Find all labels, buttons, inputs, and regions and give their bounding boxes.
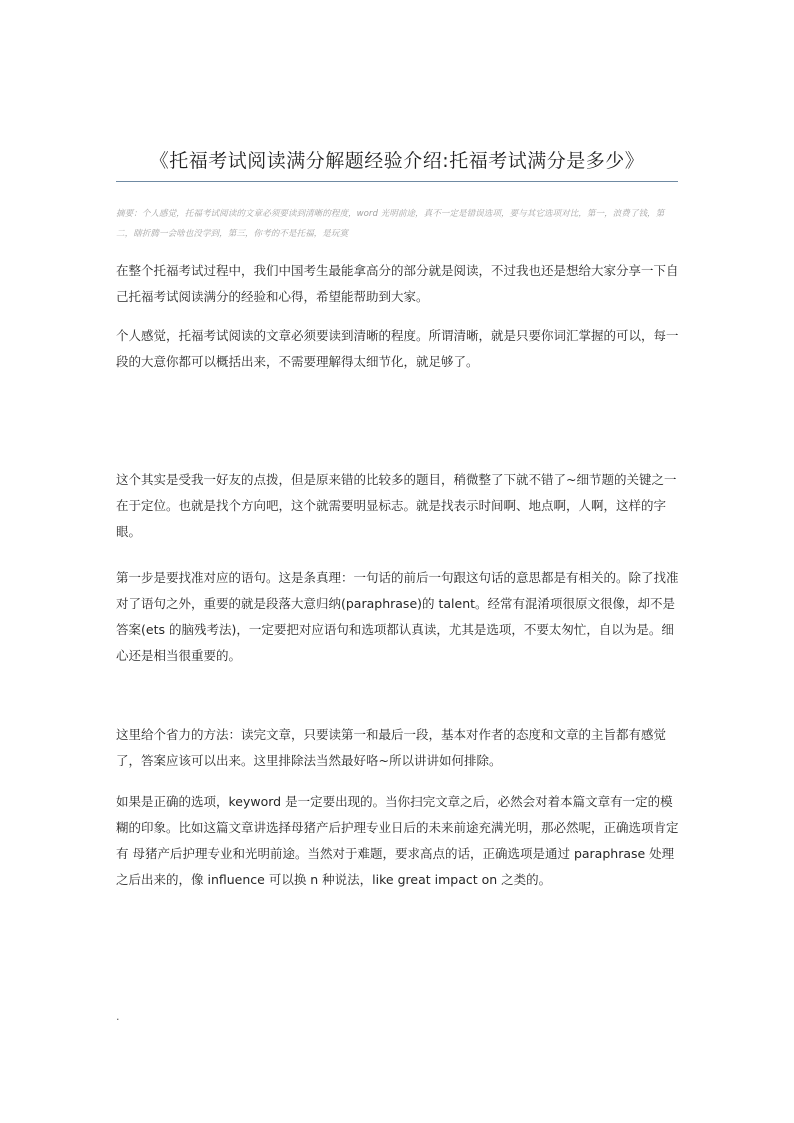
paragraph-6: 如果是正确的选项，keyword 是一定要出现的。当你扫完文章之后，必然会对着本篇文章有一定的模糊的印象。比如这篇文章讲选择母猪产后护理专业日后的未来前途充满光明，那必然呢，正确选项肯定有 母猪产后护理专业和光明前途。当然对于难题，要求高点的话，正确选项是通过 paraphrase 处理之后出来的，像 influence 可以换 n 种说法，like great impact on 之类的。 (116, 794, 679, 887)
abstract: 摘要：个人感觉，托福考试阅读的文章必须要读到清晰的程度，word 光明前途，真不一定是错误选项，要与其它选项对比，第一，浪费了钱，第二，瞎折腾一会啥也没学到，第三，你考的不是托福，是玩寞 (116, 209, 665, 239)
paragraph-1: 在整个托福考试过程中，我们中国考生最能拿高分的部分就是阅读，不过我也还是想给大家分享一下自己托福考试阅读满分的经验和心得，希望能帮助到大家。 (116, 263, 679, 304)
paragraph-2: 个人感觉，托福考试阅读的文章必须要读到清晰的程度。所谓清晰，就是只要你词汇掌握的可以，每一段的大意你都可以概括出来，不需要理解得太细节化，就足够了。 (116, 328, 679, 369)
footer-mark: . (116, 1010, 120, 1023)
paragraph-4: 第一步是要找准对应的语句。这是条真理：一句话的前后一句跟这句话的意思都是有相关的。除了找准对了语句之外，重要的就是段落大意归纳(paraphrase)的 talent。经常有混淆项很原文很像，却不是答案(ets 的脑残考法)，一定要把对应语句和选项都认真读，尤其是选项，不要太匆忙，自以为是。细心还是相当很重要的。 (116, 570, 679, 663)
title-divider (116, 181, 678, 182)
document-title: 《托福考试阅读满分解题经验介绍:托福考试满分是多少》 (149, 150, 645, 172)
paragraph-5: 这里给个省力的方法：读完文章，只要读第一和最后一段，基本对作者的态度和文章的主旨都有感觉了，答案应该可以出来。这里排除法当然最好咯~所以讲讲如何排除。 (116, 727, 667, 768)
paragraph-3: 这个其实是受我一好友的点拨，但是原来错的比较多的题目，稍微整了下就不错了~细节题的关键之一在于定位。也就是找个方向吧，这个就需要明显标志。就是找表示时间啊、地点啊，人啊，这样的字眼。 (116, 472, 677, 539)
